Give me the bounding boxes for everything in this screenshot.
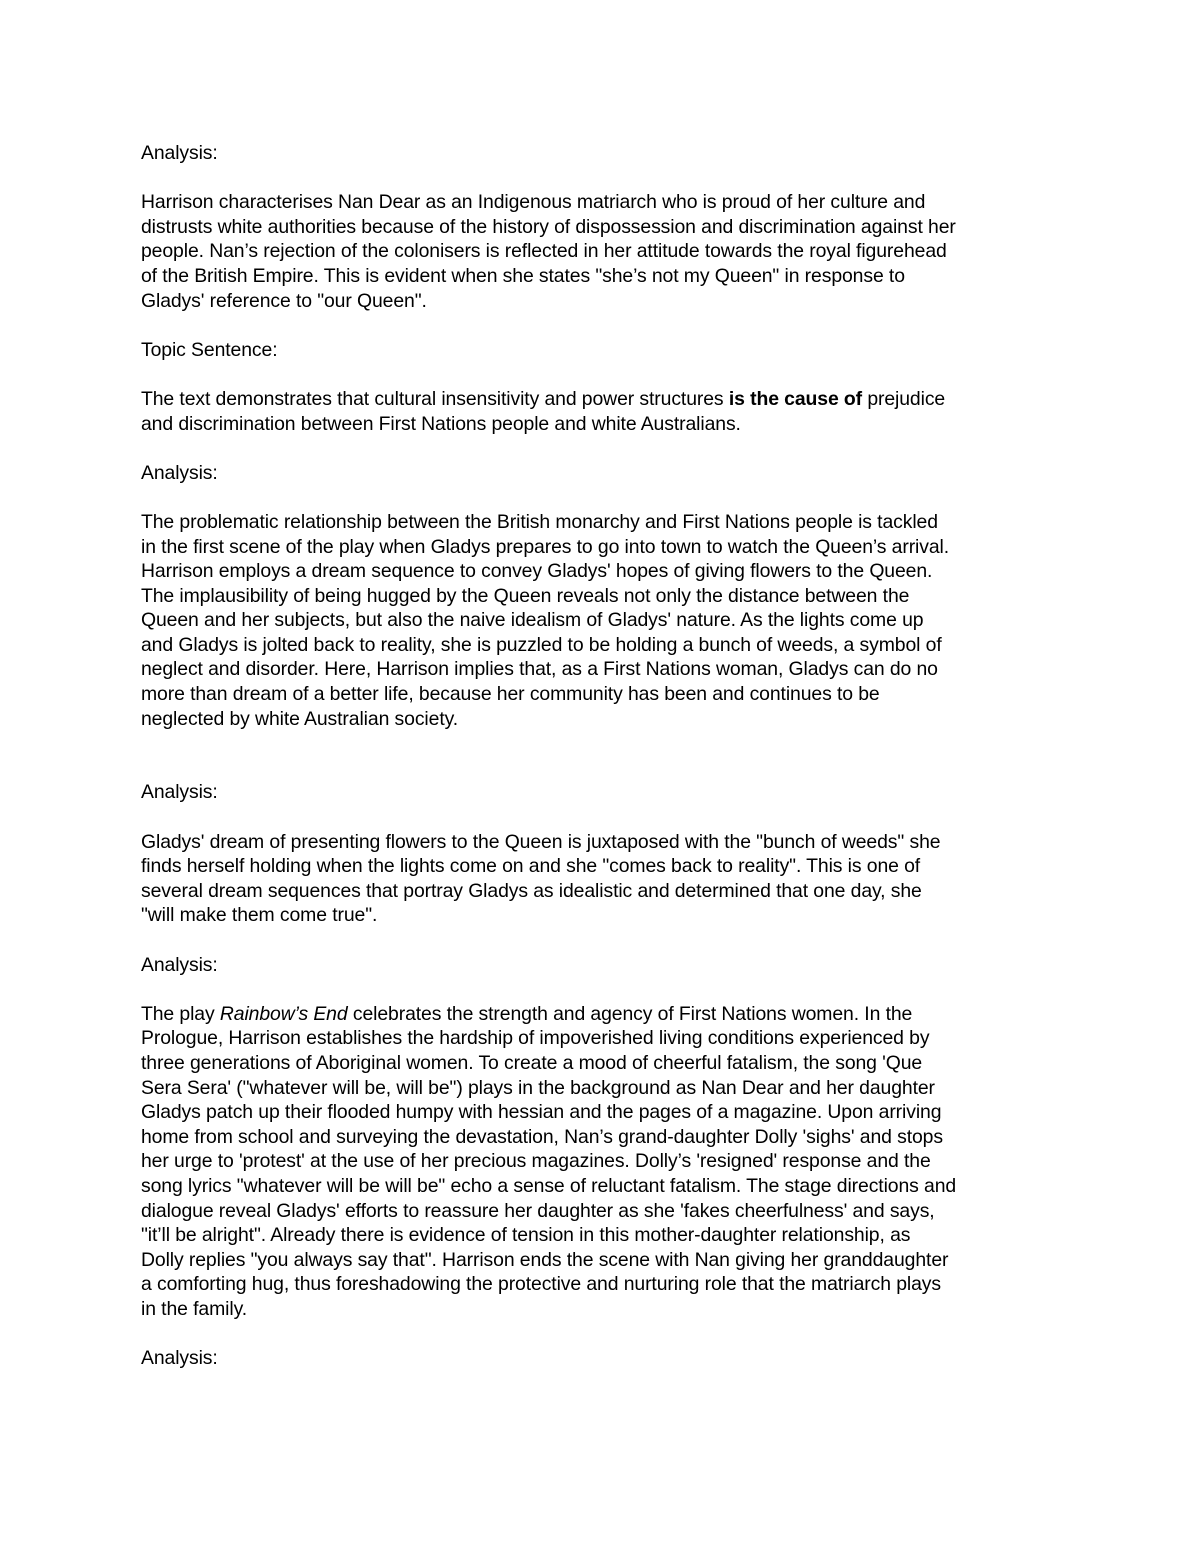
text-line: Analysis: (141, 953, 218, 976)
section-label (141, 953, 1066, 978)
text-line: distrusts white authorities because of the history of dispossession and discrimination against her (141, 215, 956, 238)
text-line: "will make them come true". (141, 904, 378, 927)
text-line: three generations of Aboriginal women. To create a mood of cheerful fatalism, the song 'Que (141, 1051, 923, 1074)
text-line: Analysis: (141, 1347, 218, 1370)
text-line: a comforting hug, thus foreshadowing the protective and nurturing role that the matriarch plays (141, 1273, 941, 1296)
text-line: her urge to 'protest' at the use of her precious magazines. Dolly’s 'resigned' response and the (141, 1150, 931, 1173)
text-line: dialogue reveal Gladys' efforts to reassure her daughter as she 'fakes cheerfulness' and says, (141, 1199, 935, 1222)
paragraph (141, 830, 1066, 928)
text-line: Sera Sera' ("whatever will be, will be") plays in the background as Nan Dear and her daughter (141, 1076, 935, 1099)
text-line: and Gladys is jolted back to reality, she is puzzled to be holding a bunch of weeds, a symbol of (141, 633, 942, 656)
text-line: in the first scene of the play when Gladys prepares to go into town to watch the Queen’s arrival. (141, 535, 950, 558)
text-run: prejudice (862, 387, 946, 410)
bold-emphasis: is the cause of (728, 387, 863, 410)
text-line (141, 387, 1066, 412)
text-line: more than dream of a better life, because her community has been and continues to be (141, 683, 880, 706)
text-line: and discrimination between First Nations people and white Australians. (141, 412, 741, 435)
text-line: "it’ll be alright". Already there is evidence of tension in this mother-daughter relationship, as (141, 1224, 911, 1247)
text-line: Gladys' reference to "our Queen". (141, 289, 427, 312)
play-title-italic: Rainbow’s End (219, 1002, 348, 1025)
text-line: The implausibility of being hugged by the Queen reveals not only the distance between the (141, 584, 910, 607)
text-run: celebrates the strength and agency of First Nations women. In the (347, 1002, 913, 1025)
text-line: of the British Empire. This is evident when she states "she’s not my Queen" in response to (141, 264, 905, 287)
text-line: in the family. (141, 1297, 248, 1320)
text-line: Dolly replies "you always say that". Harrison ends the scene with Nan giving her granddaughter (141, 1248, 949, 1271)
text-line: Gladys' dream of presenting flowers to the Queen is juxtaposed with the "bunch of weeds" she (141, 830, 941, 853)
text-line: Analysis: (141, 781, 218, 804)
section-label (141, 1346, 1066, 1371)
text-run: The play (141, 1002, 220, 1025)
text-line: neglected by white Australian society. (141, 707, 459, 730)
text-line: Prologue, Harrison establishes the hardship of impoverished living conditions experienced by (141, 1027, 930, 1050)
paragraph (141, 1002, 1066, 1322)
section-label (141, 141, 1066, 166)
text-line: Gladys patch up their flooded humpy with hessian and the pages of a magazine. Upon arriving (141, 1101, 942, 1124)
text-line: Analysis: (141, 142, 218, 164)
section-label (141, 461, 1066, 486)
text-line: home from school and surveying the devastation, Nan’s grand-daughter Dolly 'sighs' and stops (141, 1125, 943, 1148)
text-line (141, 1002, 1066, 1027)
section-label (141, 780, 1066, 805)
paragraph (141, 510, 1066, 731)
text-line: song lyrics "whatever will be will be" echo a sense of reluctant fatalism. The stage directions and (141, 1174, 957, 1197)
text-line: neglect and disorder. Here, Harrison implies that, as a First Nations woman, Gladys can do no (141, 658, 938, 681)
document-body (141, 141, 1066, 1395)
section-label (141, 338, 1066, 363)
text-line: people. Nan’s rejection of the colonisers is reflected in her attitude towards the royal figurehead (141, 240, 947, 263)
text-line: several dream sequences that portray Gladys as idealistic and determined that one day, she (141, 879, 922, 902)
text-run: The text demonstrates that cultural insensitivity and power structures (141, 387, 729, 410)
text-line: finds herself holding when the lights come on and she "comes back to reality". This is one of (141, 855, 921, 878)
text-line: Harrison characterises Nan Dear as an Indigenous matriarch who is proud of her culture and (141, 191, 926, 214)
text-line: Topic Sentence: (141, 338, 278, 361)
text-line: Queen and her subjects, but also the naive idealism of Gladys' nature. As the lights come up (141, 609, 924, 632)
paragraph (141, 387, 1066, 436)
text-line: Harrison employs a dream sequence to convey Gladys' hopes of giving flowers to the Queen. (141, 560, 933, 583)
paragraph (141, 190, 1066, 313)
text-line: Analysis: (141, 461, 218, 484)
text-line: The problematic relationship between the British monarchy and First Nations people is tackled (141, 510, 938, 533)
